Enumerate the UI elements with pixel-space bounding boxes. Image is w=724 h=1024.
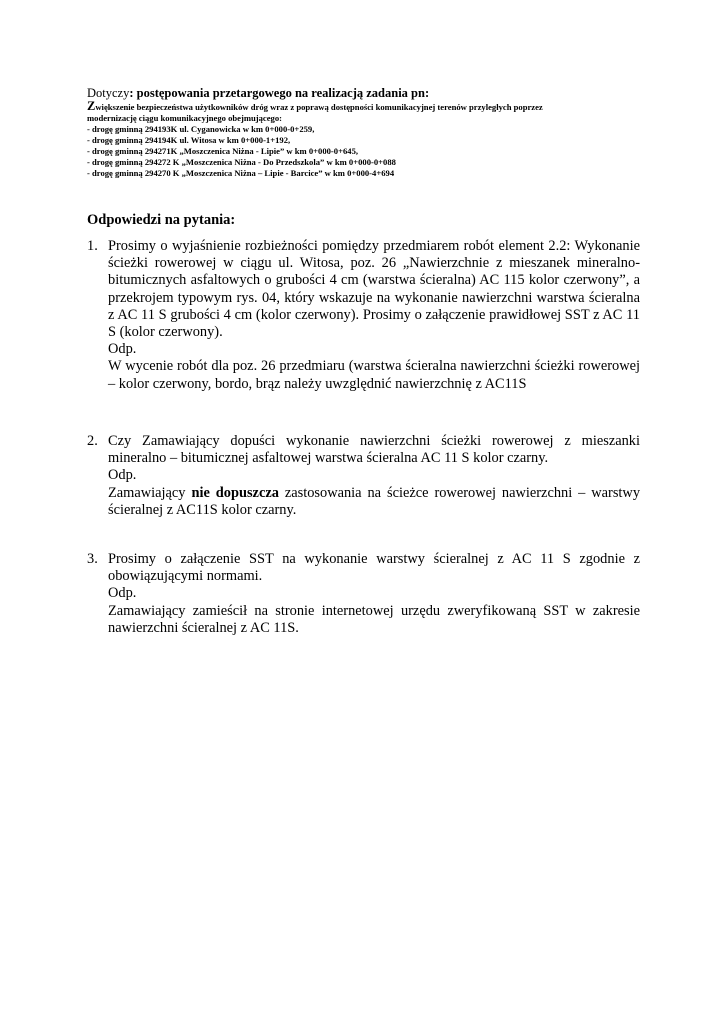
subject-line (87, 86, 647, 101)
qa-body (108, 551, 640, 637)
road-item: - drogę gminną 294194K ul. Witosa w km 0+000-1+192, (87, 135, 291, 145)
road-item: - drogę gminną 294270 K „Moszczenica Niżna – Lipie - Barcice” w km 0+000-4+694 (87, 168, 395, 178)
qa-item-2 (87, 433, 640, 519)
answer-suffix: zastosowania na ścieżce rowerowej nawierzchni – warstwy ścieralnej z AC11S kolor czarny. (108, 484, 641, 518)
subject-text: : postępowania przetargowego na realizacją zadania pn: (129, 86, 430, 100)
project-title-line-2: modernizację ciągu komunikacyjnego obejmującego: (87, 113, 283, 123)
qa-body (108, 433, 640, 519)
answer-prefix: Zamawiający (108, 484, 192, 501)
road-item: - drogę gminną 294272 K „Moszczenica Niżna - Do Przedszkola” w km 0+000-0+088 (87, 157, 396, 167)
answer-text (108, 485, 640, 519)
question-number: 2. (87, 433, 98, 449)
qa-item-3 (87, 551, 640, 637)
question-number: 1. (87, 238, 98, 254)
answer-label: Odp. (108, 585, 137, 602)
project-title-line-1 (87, 101, 647, 113)
document-header (87, 86, 647, 179)
answer-text: W wycenie robót dla poz. 26 przedmiaru (warstwa ścieralna nawierzchni ścieżki rowerowej – kolor czerwony, bordo, brąz należy uwzględnić nawierzchnię z AC11S (108, 358, 640, 392)
qa-body (108, 238, 640, 393)
answer-text: Zamawiający zamieścił na stronie internetowej urzędu zweryfikowaną SST w zakresie nawierzchni ścieralnej z AC 11S. (108, 602, 640, 636)
road-item: - drogę gminną 294193K ul. Cyganowicka w km 0+000-0+259, (87, 124, 315, 134)
qa-item-1 (87, 238, 640, 393)
subject-prefix: Dotyczy (87, 86, 130, 100)
question-text: Prosimy o załączenie SST na wykonanie warstwy ścieralnej z AC 11 S zgodnie z obowiązującymi normami. (108, 551, 640, 585)
project-title-rest: większenie bezpieczeństwa użytkowników dróg wraz z poprawą dostępności komunikacyjnej terenów przyległych poprzez (95, 102, 543, 112)
question-number: 3. (87, 551, 98, 567)
answer-label: Odp. (108, 467, 137, 484)
project-title-initial: Z (87, 99, 96, 113)
answer-label: Odp. (108, 341, 137, 358)
section-title: Odpowiedzi na pytania: (87, 212, 236, 228)
answer-emphasis: nie dopuszcza (191, 484, 279, 501)
question-text: Czy Zamawiający dopuści wykonanie nawierzchni ścieżki rowerowej z mieszanki mineralno – bitumicznej asfaltowej warstwa ścieralna AC 11 S kolor czarny. (108, 433, 640, 467)
question-text: Prosimy o wyjaśnienie rozbieżności pomiędzy przedmiarem robót element 2.2: Wykonanie ścieżki rowerowej w ciągu ul. Witosa, poz. 26 „Nawierzchnie z mieszanek mineralno-bitumicznych asfaltowych o grubości 4 cm (warstwa ścieralna) AC 115 kolor czerwony”, a przekrojem typowym rys. 04, który wskazuje na wykonanie nawierzchni warstwa ścieralna z AC 11 S grubości 4 cm (kolor czerwony). Prosimy o załączenie prawidłowej SST z AC 11 S (kolor czerwony). (108, 238, 640, 341)
road-item: - drogę gminną 294271K „Moszczenica Niżna - Lipie” w km 0+000-0+645, (87, 146, 359, 156)
